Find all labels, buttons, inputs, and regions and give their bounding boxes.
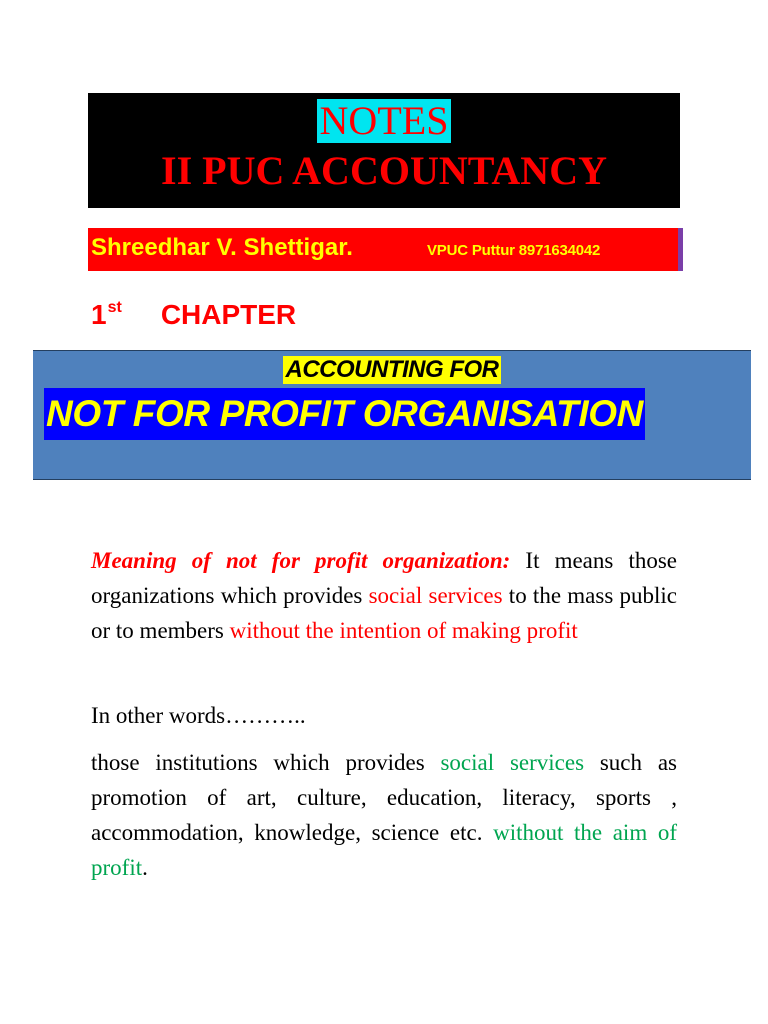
chapter-ordinal-suffix: st: [107, 299, 122, 316]
notes-heading-wrap: [88, 99, 680, 143]
author-bar: [88, 228, 683, 271]
institutions-text-1: those institutions which provides: [91, 750, 441, 775]
chapter-title-banner: [33, 350, 751, 480]
other-words-line: In other words………..: [91, 703, 306, 728]
meaning-highlight-without-profit: without the intention of making profit: [229, 618, 578, 643]
author-details: [427, 241, 600, 261]
meaning-paragraph: [91, 543, 677, 648]
chapter-number: 1: [91, 299, 107, 330]
meaning-text-1: It means those organizations which provides: [91, 548, 678, 608]
author-college: VPUC Puttur: [427, 242, 515, 259]
chapter-label: [91, 290, 296, 333]
institutions-highlight-without-profit: without the aim of profit: [91, 820, 678, 880]
title-box: [88, 93, 680, 208]
chapter-word: CHAPTER: [160, 299, 297, 330]
institutions-text-2: such as promotion of art, culture, education, literacy, sports , accommodation, knowledge, science etc.: [91, 750, 677, 845]
banner-line1: ACCOUNTING FOR: [283, 356, 502, 384]
institutions-paragraph: [91, 745, 677, 885]
institutions-highlight-social-services: social services: [440, 750, 585, 775]
meaning-text-2: to the mass public or to members: [91, 583, 677, 643]
meaning-highlight-social-services: social services: [368, 583, 503, 608]
meaning-heading: Meaning of not for profit organization:: [91, 548, 511, 573]
institutions-text-3: .: [142, 855, 148, 880]
subject-title: II PUC ACCOUNTANCY: [161, 148, 607, 193]
banner-line1-wrap: [33, 356, 751, 384]
notes-heading: NOTES: [317, 99, 452, 143]
author-phone: 8971634042: [518, 242, 601, 259]
banner-line2: NOT FOR PROFIT ORGANISATION: [44, 388, 645, 440]
author-name: Shreedhar V. Shettigar.: [91, 234, 353, 261]
